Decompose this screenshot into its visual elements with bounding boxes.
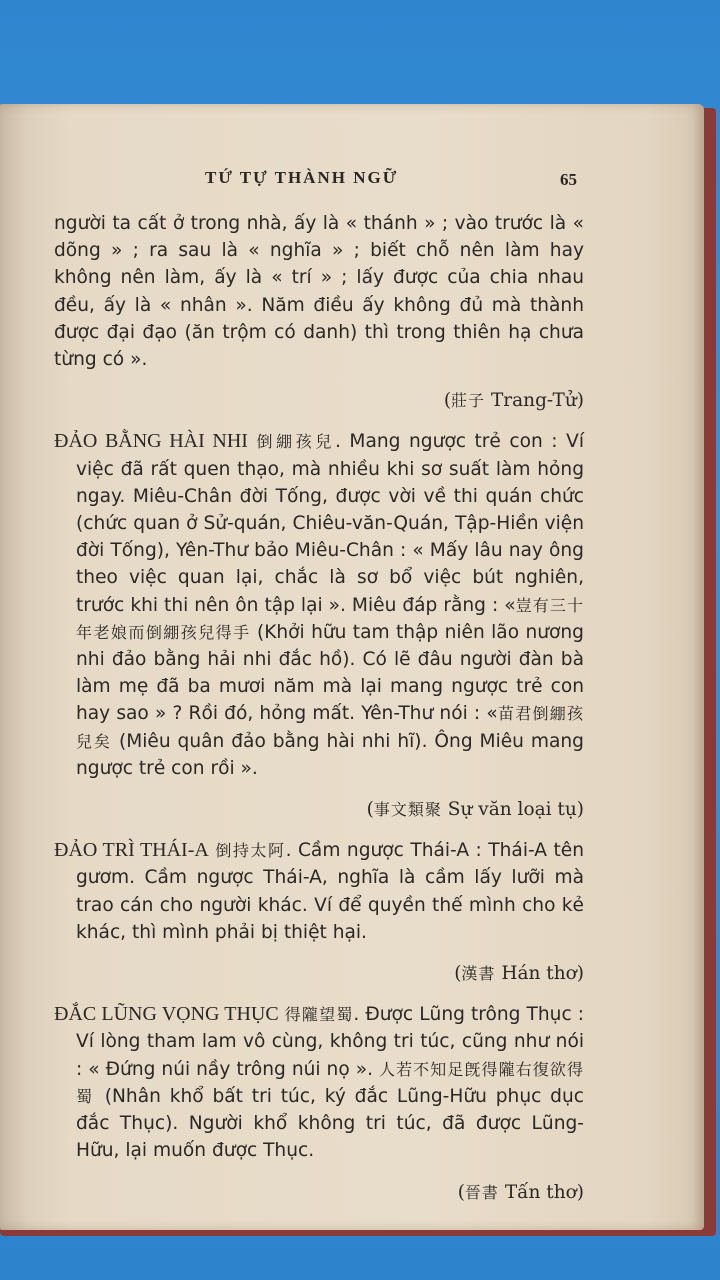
- running-head: TỨ TỰ THÀNH NGỮ: [205, 168, 399, 187]
- entry-dao-tri-thai-a: [54, 837, 584, 946]
- entry-body: (Nhân khổ bất tri túc, ký đắc Lũng-Hữu phục dục đắc Thục). Người khổ không tri túc, đã được Lũng-Hữu, lại muốn được Thục.: [76, 1085, 584, 1162]
- entry-term-han: 倒綳孩兒: [256, 432, 335, 452]
- entry-term-han: 倒持太阿: [215, 841, 286, 861]
- source-han: 莊子: [451, 391, 486, 411]
- entry-term-han: 得隴望蜀: [284, 1005, 354, 1025]
- entry-term: ĐẮC LŨNG VỌNG THỤC: [54, 1003, 279, 1026]
- intro-source: (莊子 Trang-Tử): [443, 390, 584, 412]
- entry-source: (事文類聚 Sự văn loại tụ): [366, 799, 584, 821]
- page-content: [54, 210, 584, 1220]
- entry-han-quote: 苗君倒綳孩兒矣: [76, 704, 584, 751]
- source-han: 漢書: [461, 964, 496, 984]
- entry-body: . Mang ngược trẻ con : Ví việc đã rất quen thạo, mà nhiều khi sơ suất làm hỏng ngay. Miêu-Chân đời Tống, được vời về thi quán chức (chức quan ở Sử-quán, Chiêu-văn-Quán, Tập-Hiền viện đời Tống), Yên-Thư bảo Miêu-Chân : « Mấy lâu nay ông theo việc quan lại, chắc là sơ bổ việc bút nghiên, trước khi thi nên ôn tập lại ». Miêu đáp rằng : «: [76, 431, 584, 616]
- entry-han-quote: 人若不知足旣得隴右復欲得蜀: [76, 1059, 584, 1106]
- entry-body: . Cầm ngược Thái-A : Thái-A tên gươm. Cầm ngược Thái-A, nghĩa là cầm lấy lưỡi mà trao cán cho người khác. Ví để quyền thế mình cho kẻ khác, thì mình phải bị thiệt hại.: [76, 840, 584, 943]
- source-viet: Hán thơ: [501, 963, 577, 985]
- entry-body: . Được Lũng trông Thục : Ví lòng tham lam vô cùng, không tri túc, cũng như nói : « Đứng núi nầy trông núi nọ ».: [76, 1004, 584, 1080]
- intro-paragraph: người ta cất ở trong nhà, ấy là « thánh » ; vào trước là « dõng » ; ra sau là « nghĩa » ; biết chỗ nên làm hay không nên làm, ấy là « trí » ; lấy được của chia nhau đều, ấy là « nhân ». Năm điều ấy không đủ mà thành được đại đạo (ăn trộm có danh) thì trong thiên hạ chưa từng có ».: [54, 213, 584, 371]
- entry-term: ĐẢO TRÌ THÁI-A: [54, 839, 209, 862]
- source-viet: Trang-Tử: [490, 390, 577, 412]
- entry-source: (晉書 Tấn thơ): [457, 1181, 584, 1203]
- page-number: 65: [560, 170, 577, 189]
- page-header: [0, 168, 720, 198]
- entry-han-quote: 豈有三十年老娘而倒綳孩兒得手: [76, 595, 584, 642]
- entry-term: ĐẢO BẰNG HÀI NHI: [54, 430, 248, 453]
- source-han: 晉書: [464, 1182, 499, 1202]
- entry-source: (漢書 Hán thơ): [454, 963, 584, 985]
- entry-dac-lung-vong-thuc: [54, 1001, 584, 1164]
- entry-body: (Khởi hữu tam thập niên lão nương nhi đảo bằng hải nhi đắc hồ). Có lẽ đâu người đàn bà làm mẹ đã ba mươi năm mà lại mang ngược trẻ con hay sao » ? Rồi đó, hỏng mất. Yên-Thư nói : «: [76, 621, 584, 725]
- entry-dao-bang-hai-nhi: [54, 428, 584, 782]
- source-viet: Tấn thơ: [504, 1181, 577, 1203]
- source-han: 事文類聚: [373, 800, 442, 820]
- source-viet: Sự văn loại tụ: [447, 799, 577, 821]
- entry-body: (Miêu quân đảo bằng hài nhi hĩ). Ông Miêu mang ngược trẻ con rồi ».: [76, 730, 584, 779]
